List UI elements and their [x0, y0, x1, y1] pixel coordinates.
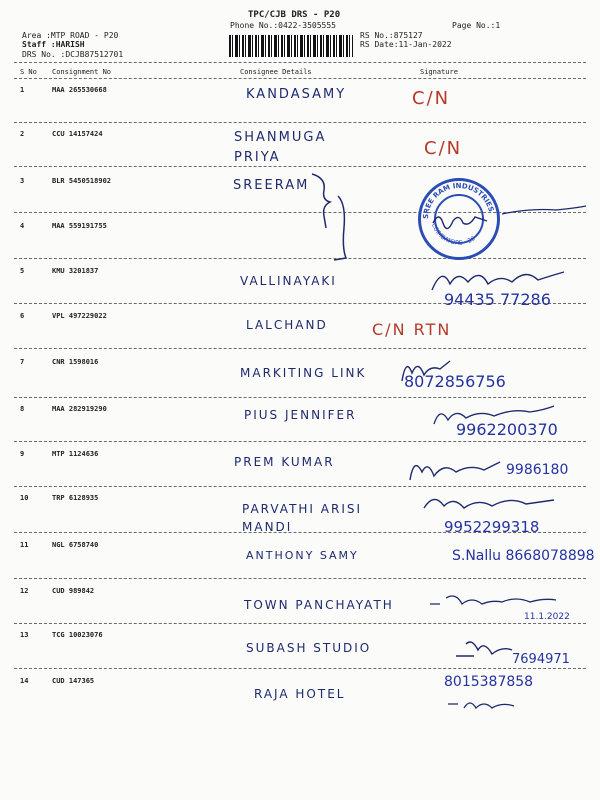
col-sno: S No: [20, 68, 37, 76]
row-consignment: MAA 265530668: [52, 86, 107, 94]
row-sno: 2: [20, 130, 25, 138]
consignee-name: PREM KUMAR: [234, 455, 335, 469]
row-sno: 7: [20, 358, 25, 366]
row-sno: 9: [20, 450, 25, 458]
signature-name-phone: S.Nallu 8668078898: [452, 548, 595, 564]
col-consignee: Consignee Details: [240, 68, 312, 76]
signature-scribble: [431, 209, 491, 231]
row-divider: [14, 668, 586, 669]
row-consignment: BLR 5450518902: [52, 177, 112, 185]
row-divider: [14, 258, 586, 259]
phone-number: Phone No.:0422-3505555: [230, 21, 336, 30]
row-consignment: CUD 989842: [52, 587, 95, 595]
row-divider: [14, 348, 586, 349]
barcode: [229, 35, 353, 57]
signature-note: C/N RTN: [372, 320, 452, 339]
row-consignment: CUD 147365: [52, 677, 95, 685]
row-consignment: MAA 559191755: [52, 222, 107, 230]
page-number: Page No.:1: [452, 21, 501, 30]
bracket-mark: [308, 168, 358, 268]
signature-scribble: [500, 196, 590, 226]
row-sno: 8: [20, 405, 25, 413]
col-signature: Signature: [420, 68, 458, 76]
row-divider: [14, 623, 586, 624]
row-consignment: TCG 10023076: [52, 631, 103, 639]
drs-number: DRS No. :DCJB87512701: [22, 50, 124, 59]
row-consignment: CCU 14157424: [52, 130, 103, 138]
signature-phone: 8072856756: [404, 372, 506, 391]
row-divider: [14, 441, 586, 442]
svg-text:COIMBATORE - 20: COIMBATORE - 20: [430, 222, 477, 247]
consignee-name: ANTHONY SAMY: [246, 549, 359, 562]
signature-scribble: [420, 490, 560, 520]
row-sno: 12: [20, 587, 29, 595]
row-consignment: TRP 6128935: [52, 494, 99, 502]
col-consignment: Consignment No: [52, 68, 112, 76]
consignee-name: SUBASH STUDIO: [246, 641, 372, 655]
signature-note: C/N: [424, 138, 463, 159]
staff-label: Staff :HARISH: [22, 40, 85, 49]
signature-phone: 94435 77286: [444, 290, 551, 309]
row-divider: [14, 397, 586, 398]
row-sno: 3: [20, 177, 25, 185]
consignee-name: SHANMUGA PRIYA: [234, 130, 327, 165]
document-title: TPC/CJB DRS - P20: [248, 10, 341, 20]
rs-number: RS No.:875127: [360, 31, 423, 40]
row-sno: 11: [20, 541, 29, 549]
consignee-name: TOWN PANCHAYATH: [244, 598, 394, 612]
row-sno: 4: [20, 222, 25, 230]
row-sno: 14: [20, 677, 29, 685]
signature-scribble: [404, 450, 504, 490]
consignee-name: MARKITING LINK: [240, 366, 367, 380]
row-sno: 10: [20, 494, 29, 502]
row-consignment: VPL 497229022: [52, 312, 107, 320]
consignee-name: LALCHAND: [246, 318, 328, 332]
company-stamp: [418, 178, 500, 260]
row-divider: [14, 122, 586, 123]
divider: [14, 78, 586, 79]
row-sno: 13: [20, 631, 29, 639]
row-consignment: MAA 282919290: [52, 405, 107, 413]
consignee-name: RAJA HOTEL: [254, 687, 346, 701]
signature-scribble: [444, 694, 534, 714]
signature-phone: 9962200370: [456, 420, 558, 439]
signature-phone: 8015387858: [444, 674, 534, 690]
row-sno: 1: [20, 86, 25, 94]
row-sno: 6: [20, 312, 25, 320]
row-consignment: KMU 3201837: [52, 267, 99, 275]
consignee-name: SREERAM: [233, 178, 310, 193]
consignee-name: PARVATHI ARISI MANDI: [242, 502, 363, 534]
consignee-name: KANDASAMY: [246, 87, 347, 102]
signature-phone: 9952299318: [444, 518, 540, 536]
row-consignment: NGL 6758740: [52, 541, 99, 549]
svg-text:SREE RAM INDUSTRIES: SREE RAM INDUSTRIES: [421, 181, 496, 220]
signature-phone: 9986180: [506, 462, 569, 478]
area-label: Area :MTP ROAD - P20: [22, 31, 119, 40]
consignee-name: VALLINAYAKI: [240, 274, 337, 288]
row-sno: 5: [20, 267, 25, 275]
divider: [14, 62, 586, 63]
rs-date: RS Date:11-Jan-2022: [360, 40, 452, 49]
row-divider: [14, 578, 586, 579]
row-consignment: MTP 1124636: [52, 450, 99, 458]
signature-note: C/N: [412, 88, 451, 109]
consignee-name: PIUS JENNIFER: [244, 408, 357, 422]
signature-scribble: [426, 590, 576, 614]
signature-phone: 7694971: [512, 652, 570, 667]
row-consignment: CNR 1598016: [52, 358, 99, 366]
signature-date: 11.1.2022: [524, 612, 570, 622]
